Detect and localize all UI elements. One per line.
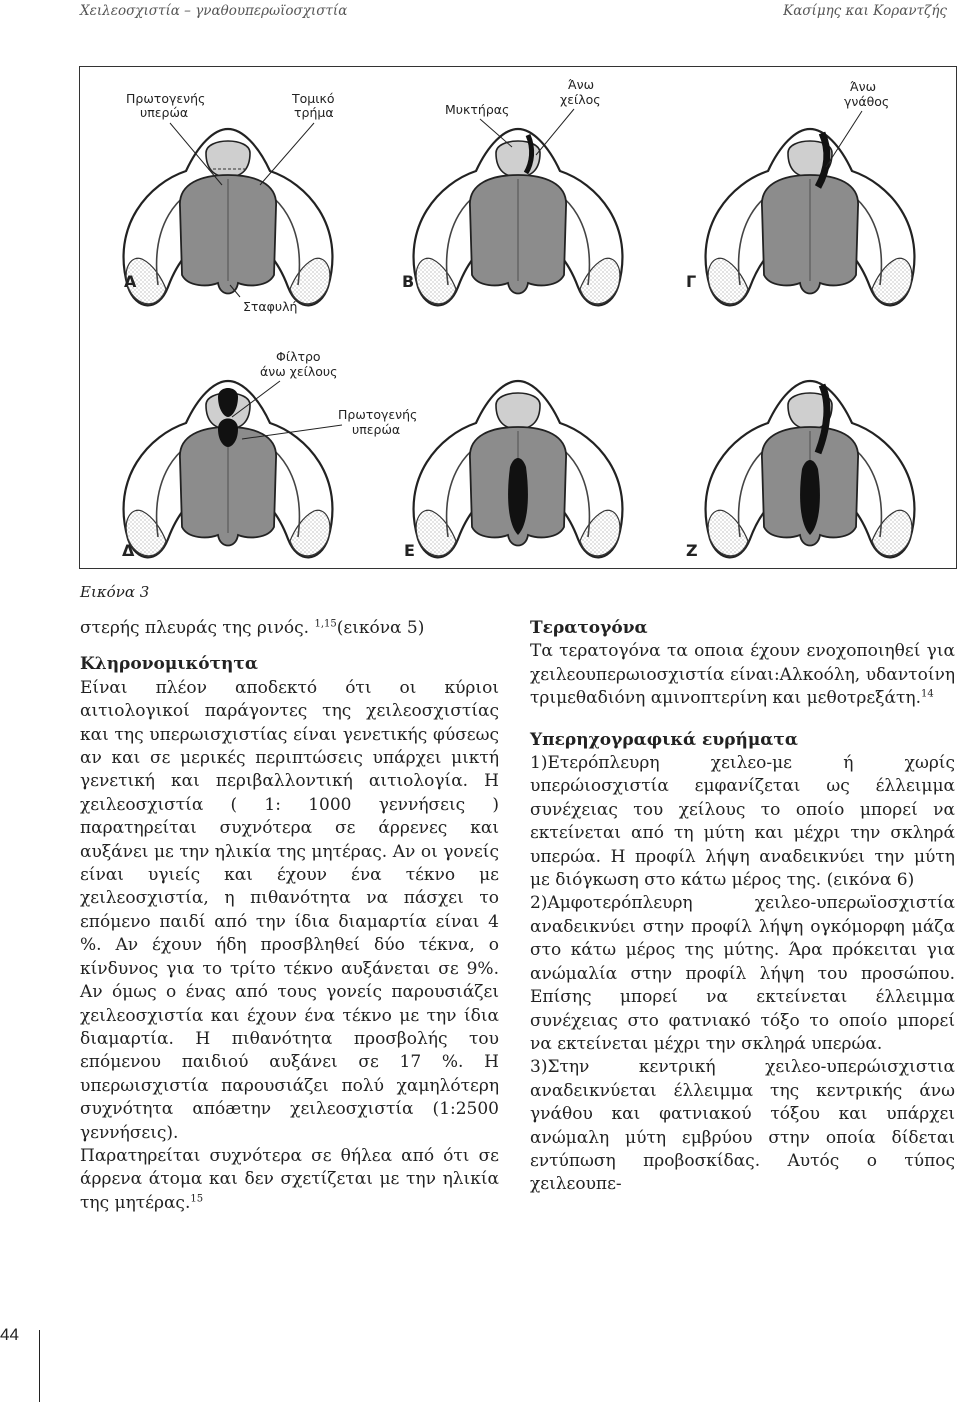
panel-d-drawing [124, 381, 333, 557]
label-nostril: Μυκτήρας [445, 102, 510, 117]
label-philtrum-2: άνω χείλους [260, 364, 338, 379]
heading-ultrasound: Υπερηχογραφικά ευρήματα [530, 729, 798, 750]
right-column [530, 617, 955, 1197]
para-ultrasound-2: 2)Αμφοτερόπλευρη χειλεο-υπερωϊοσχιστία αναδεικνύει στην προφίλ λήψη ογκόμορφη μάζα στο κάτω μέρος της μύτης. Άρα πρόκειται για ανώμαλία στην προφίλ λήψη του προσώπου. Επίσης μπορεί να εκτείνεται έλλειμμα συνέχειας στο φατνιακό τόξο το οποίο μπορεί να εκτείνεται μέχρι την σκληρά υπερώα. [530, 893, 955, 1054]
para-teratogens: Τα τερατογόνα τα οποια έχουν ενοχοποιηθεί για χειλεουπερωιοσχιστία είναι:Αλκοόλη, υδαντοίνη τριμεθαδιόνη αμινοπτερίνη και μεθοτρεξάτη.$^{14}$ [530, 641, 955, 709]
palate-cleft-diagram [80, 67, 956, 568]
left-column [80, 617, 499, 1215]
para-sex-ratio: Παρατηρείται συχνότερα σε θήλεα από ότι σε άρρενα άτομα και δεν σχετίζεται με την ηλικία της μητέρας.$^{15}$ [80, 1145, 499, 1213]
para-ultrasound-3: 3)Στην κεντρική χειλεο-υπερώισχιστια αναδεικνύεται έλλειμμα της κεντρικής άνω γνάθου και φατνιακού τόξου και υπάρχει ανώμαλη μύτη εμβρύου στην οποία δίδεται εντύπωση προβοσκίδας. Αυτός ο τύπος χειλεουπε- [530, 1057, 955, 1195]
page-number-rule [39, 1330, 40, 1402]
label-philtrum: Φίλτρο [276, 349, 321, 364]
heading-heredity: Κληρονομικότητα [80, 654, 258, 675]
label-primary-palate-2: υπερώα [140, 105, 189, 120]
panel-c-drawing [706, 129, 915, 305]
panel-letter-b: Β [402, 272, 415, 291]
heading-teratogens: Τερατογόνα [530, 618, 648, 638]
figure-3 [79, 66, 957, 569]
label-upper-jaw: Άνω [850, 79, 877, 94]
label-upper-lip-2: χείλος [560, 92, 601, 107]
intro-line: στερής πλευράς της ρινός. $^{1,15}$(εικόνα 5) [80, 618, 425, 638]
panel-b-drawing [414, 129, 623, 305]
panel-letter-d: Δ [122, 541, 135, 560]
label-incisive-2: τρήμα [294, 105, 334, 120]
running-header-left: Χειλεοσχιστία – γναθουπερωϊοσχιστία [80, 3, 348, 19]
label-upper-jaw-2: γνάθος [844, 94, 890, 109]
label-uvula: Σταφυλή [243, 299, 298, 314]
panel-letter-a: Α [124, 272, 137, 291]
label-upper-lip: Άνω [568, 77, 595, 92]
label-incisive: Τομικό [292, 91, 335, 106]
para-heredity: Είναι πλέον αποδεκτό ότι οι κύριοι αιτιολογικοί παράγοντες της χειλεοσχιστίας και της υπερωισχιστίας είναι γενετικής φύσεως αν και σε μερικές περιπτώσεις υπάρχει μικτή γενετική και περιβαλλοντική αιτιολογία. Η χειλεοσχιστία ( 1: 1000 γεννήσεις ) παρατηρείται συχνότερα σε άρρενες και αυξάνει με την ηλικία της μητέρας. Αν οι γονείς είναι υγιείς και έχουν ένα τέκνο με χειλεοσχιστία, η πιθανότητα να πάσχει το επόμενο παιδί από την ίδια διαμαρτία είναι 4 %. Αν έχουν ήδη προσβληθεί δύο τέκνα, ο κίνδυνος για το τρίτο τέκνο αυξάνεται σε 9%. Αν όμως ο ένας από τους γονείς παρουσιάζει χειλεοσχιστία και έχουν ένα τέκνο με την ίδια διαμαρτία. Η πιθανότητα προσβολής του επόμενου παιδιού αυξάνει σε 17 %. Η υπερωισχιστία παρουσιάζει πολύ χαμηλότερη συχνότητα απόæτην χειλεοσχιστία (1:2500 γεννήσεις). [80, 677, 499, 1143]
running-header-right: Κασίμης και Κοραντζής [783, 3, 947, 19]
label-primary-palate: Πρωτογενής [126, 91, 206, 106]
figure-caption: Εικόνα 3 [80, 583, 150, 601]
panel-a-drawing [124, 129, 333, 305]
label-primary-palate-d: Πρωτογενής [338, 407, 418, 422]
panel-letter-c: Γ [686, 272, 697, 291]
panel-letter-z: Ζ [686, 541, 698, 560]
page-number: 44 [0, 1325, 19, 1344]
label-primary-palate-d-2: υπερώα [352, 422, 401, 437]
para-ultrasound-1: 1)Ετερόπλευρη χειλεο-με ή χωρίς υπερώιοσχιστία εμφανίζεται ως έλλειμμα συνέχειας του χείλους το οποίο μπορεί να εκτείνεται από τη μύτη και μέχρι την σκληρά υπερώα. Η προφίλ λήψη αναδεικνύει την μύτη με διόγκωση στο κάτω μέρος της. (εικόνα 6) [530, 753, 955, 891]
panel-e-drawing [414, 381, 623, 557]
panel-z-drawing [706, 381, 915, 557]
panel-letter-e: Ε [404, 541, 415, 560]
